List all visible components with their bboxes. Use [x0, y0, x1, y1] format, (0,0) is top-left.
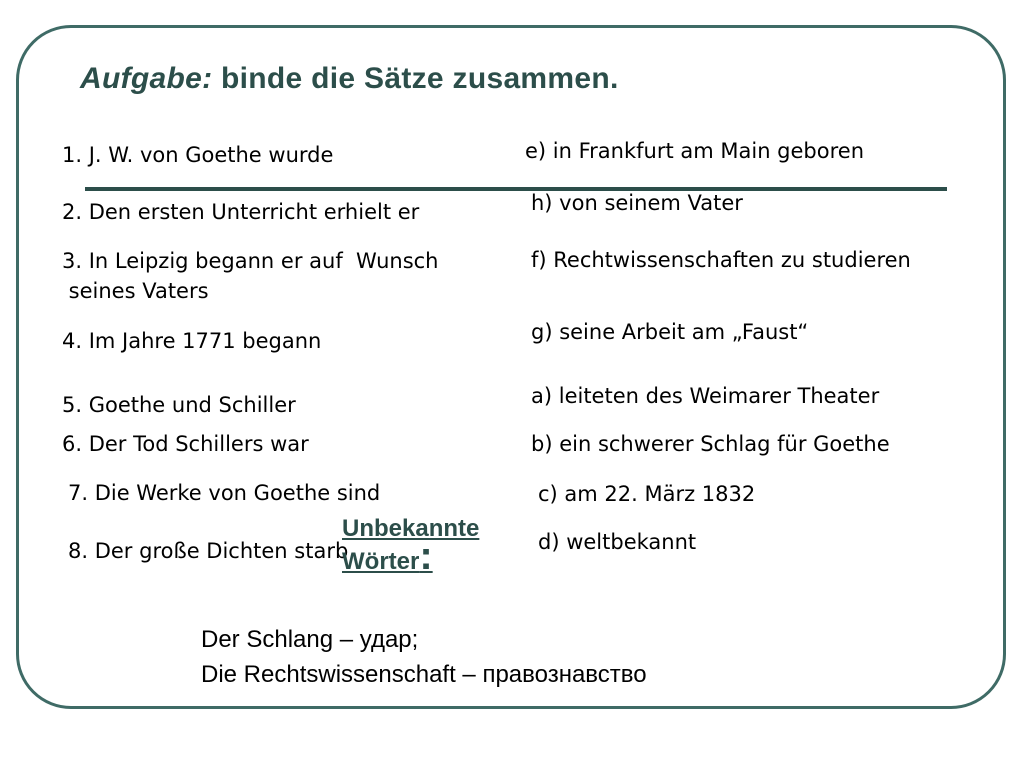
vocabulary-heading [342, 514, 479, 577]
sentence-start-5: 5. Goethe und Schiller [62, 393, 296, 417]
sentence-start-3 [62, 246, 439, 306]
vocabulary-heading-word: Wörter [342, 548, 420, 575]
sentence-end-d: d) weltbekannt [538, 530, 697, 554]
sentence-end-h: h) von seinem Vater [531, 191, 743, 215]
vocabulary-heading-colon: : [419, 534, 433, 578]
page-title [80, 62, 619, 96]
sentence-start-4: 4. Im Jahre 1771 begann [62, 329, 322, 353]
sentence-start-6: 6. Der Tod Schillers war [62, 432, 309, 456]
sentence-start-1: 1. J. W. von Goethe wurde [62, 143, 334, 167]
sentence-start-8: 8. Der große Dichten starb [68, 539, 349, 563]
sentence-start-3-line2: seines Vaters [62, 279, 209, 303]
title-text: binde die Sätze zusammen. [212, 62, 619, 95]
slide-frame [16, 25, 1006, 709]
example-match-line [85, 187, 947, 191]
sentence-end-e: e) in Frankfurt am Main geboren [525, 139, 865, 163]
sentence-end-c: c) am 22. März 1832 [538, 482, 756, 506]
sentence-start-2: 2. Den ersten Unterricht erhielt er [62, 200, 420, 224]
vocabulary-heading-line2 [342, 534, 479, 578]
title-task-label: Aufgabe: [80, 62, 213, 95]
sentence-end-g: g) seine Arbeit am „Faust“ [531, 320, 809, 344]
sentence-start-7: 7. Die Werke von Goethe sind [68, 481, 381, 505]
vocabulary-entry-1: Der Schlang – удар; [201, 626, 419, 653]
sentence-start-3-line1: 3. In Leipzig begann er auf Wunsch [62, 249, 439, 273]
sentence-end-a: a) leiteten des Weimarer Theater [531, 384, 880, 408]
vocabulary-heading-line1: Unbekannte [342, 515, 480, 542]
sentence-end-f: f) Rechtwissenschaften zu studieren [531, 248, 911, 272]
sentence-end-b: b) ein schwerer Schlag für Goethe [531, 432, 890, 456]
vocabulary-entry-2: Die Rechtswissenschaft – правознавство [201, 661, 647, 688]
